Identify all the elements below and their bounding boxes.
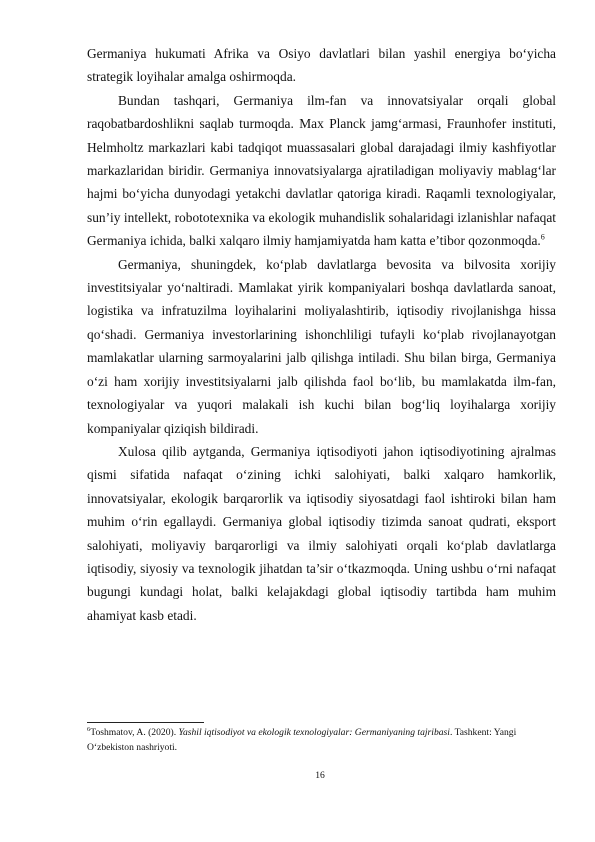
footnote-mark: 6	[87, 725, 91, 733]
page-number: 16	[315, 770, 325, 781]
paragraph-3: Germaniya, shuningdek, ko‘plab davlatlarga bevosita va bilvosita xorijiy investitsiyalar yo‘naltiradi. Mamlakat yirik kompaniyalari boshqa davlatlarda sanoat, logistika va infratuzilma loyihalarini moliyalashtirib, iqtisodiy rivojlanishga hissa qo‘shadi. Germaniya investorlarining ishonchliligi tufayli ko‘plab rivojlanayotgan mamlakatlar ularning sarmoyalarini jalb qilishga intiladi. Shu bilan birga, Germaniya o‘zi ham xorijiy investitsiyalarni jalb qilishda faol bo‘lib, bu mamlakatda ilm-fan, texnologiyalar va yuqori malakali ish kuchi bilan bog‘liq loyihalarga xorijiy kompaniyalar qiziqish bildiradi.	[87, 256, 556, 436]
body-text	[87, 42, 556, 627]
paragraph-2-text: Bundan tashqari, Germaniya ilm-fan va innovatsiyalar orqali global raqobatbardoshlikni saqlab turmoqda. Max Planck jamg‘armasi, Fraunhofer instituti, Helmholtz markazlari kabi tadqiqot muassasalari global darajadagi ilmiy kashfiyotlar markazlaridan biridir. Germaniya innovatsiyalarga ajratiladigan moliyaviy mablag‘lar hajmi bo‘yicha dunyodagi yetakchi davlatlar qatoriga kiradi. Raqamli texnologiyalar, sun’iy intellekt, robototexnika va ekologik muhandislik sohalaridagi izlanishlar nafaqat Germaniya ichida, balki xalqaro ilmiy hamjamiyatda ham katta e’tibor qozonmoqda.	[87, 92, 556, 249]
footnote-publisher: . Tashkent: Yangi O‘zbekiston nashriyoti.	[87, 727, 517, 753]
footnote-reference[interactable]: 6	[540, 232, 545, 242]
footnote-author: Toshmatov, A. (2020).	[90, 727, 179, 738]
footnote-divider	[87, 722, 204, 723]
paragraph-4: Xulosa qilib aytganda, Germaniya iqtisodiyoti jahon iqtisodiyotining ajralmas qismi sifatida nafaqat o‘zining ichki salohiyati, balki xalqaro hamkorlik, innovatsiyalar, ekologik barqarorlik va iqtisodiy siyosatdagi faol ishtiroki bilan ham muhim o‘rin egallaydi. Germaniya global iqtisodiy tizimda sanoat qudrati, eksport salohiyati, moliyaviy barqarorligi va ilmiy salohiyati orqali ko‘plab davlatlarga iqtisodiy, siyosiy va texnologik jihatdan ta’sir o‘tkazmoqda. Uning ushbu o‘rni nafaqat bugungi kundagi holat, balki kelajakdagi global iqtisodiy tartibda ham muhim ahamiyat kasb etadi.	[87, 443, 556, 623]
paragraph-1: Germaniya hukumati Afrika va Osiyo davlatlari bilan yashil energiya bo‘yicha strategik loyihalar amalga oshirmoqda.	[87, 46, 556, 85]
footnote-title: Yashil iqtisodiyot va ekologik texnologiyalar: Germaniyaning tajribasi	[178, 727, 450, 738]
footnote	[87, 726, 556, 755]
paragraph-2	[87, 89, 556, 253]
